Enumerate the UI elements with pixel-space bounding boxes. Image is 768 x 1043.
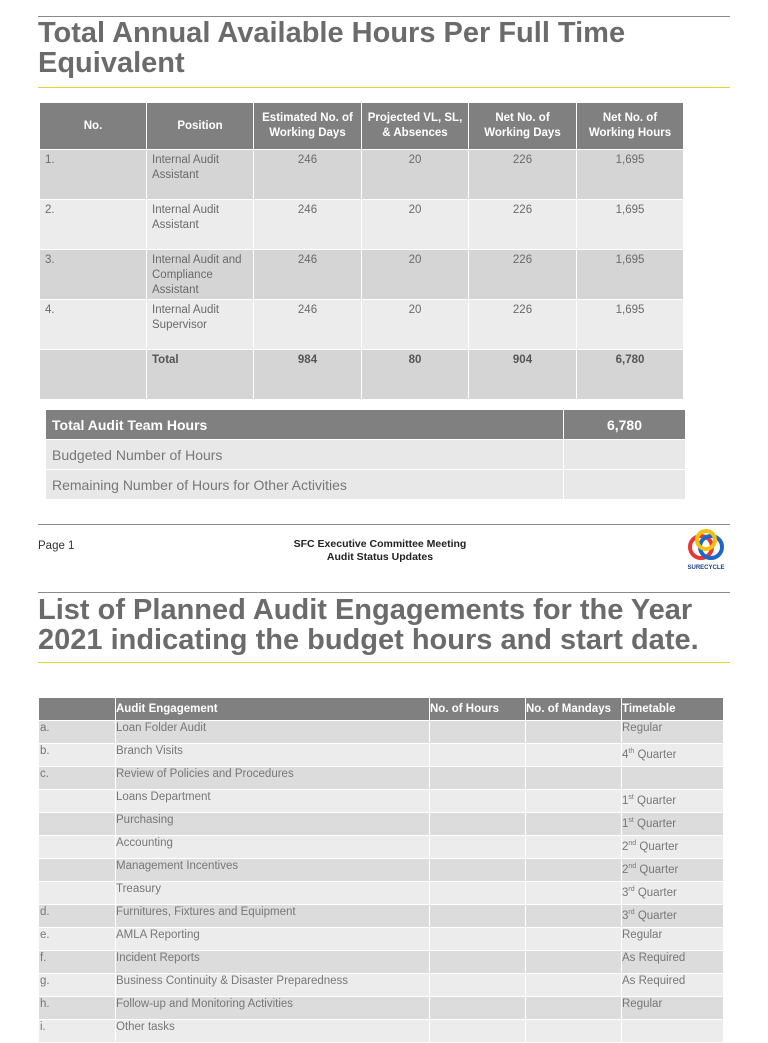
ordinal-suffix: th [628,748,635,755]
cell-timetable [622,882,724,905]
cell-engagement: Follow-up and Monitoring Activities [116,997,430,1020]
cell-engagement: Accounting [116,836,430,859]
cell-mandays [526,721,622,744]
cell-no: 2. [40,200,147,250]
section2-top-rule [38,592,730,593]
timetable-value: 3 [622,886,629,899]
cell-letter: i. [39,1020,116,1043]
table-row [40,300,684,350]
quarter-label: Quarter [634,886,677,899]
cell-engagement: Review of Policies and Procedures [116,767,430,790]
cell-letter [39,859,116,882]
cell-engagement: Furnitures, Fixtures and Equipment [116,905,430,928]
logo-ring-yellow [697,531,715,549]
ordinal-suffix: st [628,794,634,801]
quarter-label: Quarter [636,840,679,853]
footer-meeting-title [230,538,530,564]
table-row [40,200,684,250]
cell-letter [39,836,116,859]
cell-timetable [622,836,724,859]
cell-no [40,350,147,400]
table-row [39,882,724,905]
table-row [39,997,724,1020]
footer-rule [38,524,730,525]
cell-engagement: Treasury [116,882,430,905]
cell-hours [430,928,526,951]
cell-mandays [526,744,622,767]
col-header-net-days: Net No. of Working Days [469,103,577,150]
cell-mandays [526,813,622,836]
section-title-engagements: List of Planned Audit Engagements for the Year 2021 indicating the budget hours and start date. [38,594,699,656]
timetable-value: As Required [622,975,686,987]
footer-line-2: Audit Status Updates [326,551,434,563]
budgeted-hours-value [564,440,686,470]
team-hours-header [46,410,686,440]
quarter-label: Quarter [636,863,679,876]
cell-engagement: Loan Folder Audit [116,721,430,744]
cell-timetable [622,859,724,882]
cell-engagement: Branch Visits [116,744,430,767]
cell-position: Internal Audit Supervisor [147,300,254,350]
table-row [39,951,724,974]
cell-position: Internal Audit Assistant [147,150,254,200]
cell-mandays [526,928,622,951]
quarter-label: Quarter [634,748,677,761]
table-row [39,813,724,836]
table-row [39,767,724,790]
table-row [39,721,724,744]
timetable-value: 1 [622,794,629,807]
cell-hours [430,1020,526,1043]
col-header-letter [39,698,116,721]
table-row [40,250,684,300]
cell-total-absences: 80 [362,350,469,400]
cell-no: 3. [40,250,147,300]
cell-mandays [526,905,622,928]
ordinal-suffix: nd [628,863,637,870]
cell-timetable [622,997,724,1020]
cell-net-days: 226 [469,150,577,200]
cell-hours [430,813,526,836]
page-number: Page 1 [38,540,75,552]
cell-total-days: 984 [254,350,362,400]
table-row [39,744,724,767]
cell-absences: 20 [362,150,469,200]
cell-days: 246 [254,300,362,350]
timetable-value: Regular [622,998,663,1010]
table-row [40,150,684,200]
quarter-label: Quarter [634,909,677,922]
col-header-engagement: Audit Engagement [116,698,430,721]
cell-letter: e. [39,928,116,951]
cell-timetable [622,767,724,790]
cell-mandays [526,974,622,997]
col-header-absences: Projected VL, SL, & Absences [362,103,469,150]
cell-timetable [622,905,724,928]
cell-mandays [526,790,622,813]
cell-letter [39,813,116,836]
fte-table [39,102,684,400]
cell-absences: 20 [362,300,469,350]
cell-total-net-hours: 6,780 [577,350,684,400]
cell-timetable [622,813,724,836]
team-hours-label: Total Audit Team Hours [46,410,564,440]
table-row [39,790,724,813]
cell-position: Internal Audit and Compliance Assistant [147,250,254,300]
cell-timetable [622,1020,724,1043]
fte-header-row [40,103,684,150]
cell-timetable [622,790,724,813]
cell-absences: 20 [362,250,469,300]
team-hours-value: 6,780 [564,410,686,440]
timetable-value: As Required [622,952,686,964]
section-title-fte: Total Annual Available Hours Per Full Time Equivalent [38,17,626,79]
ordinal-suffix: rd [628,886,635,893]
ordinal-suffix: nd [628,840,637,847]
cell-hours [430,744,526,767]
cell-absences: 20 [362,200,469,250]
cell-letter: a. [39,721,116,744]
cell-hours [430,997,526,1020]
cell-hours [430,974,526,997]
col-header-hours: No. of Hours [430,698,526,721]
cell-engagement: Business Continuity & Disaster Preparedness [116,974,430,997]
col-header-net-hours: Net No. of Working Hours [577,103,684,150]
table-row [39,905,724,928]
cell-mandays [526,882,622,905]
cell-no: 1. [40,150,147,200]
cell-total-net-days: 904 [469,350,577,400]
cell-days: 246 [254,200,362,250]
engagements-table [38,697,724,1043]
table-row [39,1020,724,1043]
logo-wordmark: SURECYCLE [687,565,725,571]
cell-letter: f. [39,951,116,974]
cell-hours [430,836,526,859]
cell-timetable [622,744,724,767]
ordinal-suffix: st [628,817,634,824]
cell-total-label: Total [147,350,254,400]
cell-position: Internal Audit Assistant [147,200,254,250]
cell-mandays [526,767,622,790]
table-row [39,928,724,951]
timetable-value: 3 [622,909,629,922]
cell-letter: d. [39,905,116,928]
timetable-value: 2 [622,840,629,853]
cell-days: 246 [254,150,362,200]
cell-letter: g. [39,974,116,997]
cell-timetable [622,928,724,951]
cell-engagement: Management Incentives [116,859,430,882]
cell-letter: c. [39,767,116,790]
col-header-position: Position [147,103,254,150]
cell-net-days: 226 [469,300,577,350]
remaining-hours-value [564,470,686,500]
cell-hours [430,767,526,790]
cell-net-hours: 1,695 [577,200,684,250]
cell-engagement: AMLA Reporting [116,928,430,951]
cell-hours [430,721,526,744]
footer-line-1: SFC Executive Committee Meeting [293,538,467,550]
cell-net-hours: 1,695 [577,150,684,200]
cell-letter [39,882,116,905]
quarter-label: Quarter [633,794,677,807]
cell-engagement: Purchasing [116,813,430,836]
engagements-header-row [39,698,724,721]
timetable-value: Regular [622,722,663,734]
col-header-mandays: No. of Mandays [526,698,622,721]
cell-timetable [622,721,724,744]
cell-mandays [526,859,622,882]
cell-hours [430,882,526,905]
remaining-hours-label: Remaining Number of Hours for Other Activities [46,470,564,500]
cell-hours [430,859,526,882]
cell-days: 246 [254,250,362,300]
section2-title-underline [38,662,730,663]
table-row [39,859,724,882]
col-header-est-days: Estimated No. of Working Days [254,103,362,150]
cell-hours [430,790,526,813]
cell-engagement: Loans Department [116,790,430,813]
team-hours-table [45,409,686,500]
cell-engagement: Incident Reports [116,951,430,974]
cell-letter: h. [39,997,116,1020]
title-underline [38,87,730,88]
cell-net-days: 226 [469,250,577,300]
cell-letter [39,790,116,813]
cell-net-days: 226 [469,200,577,250]
timetable-value: Regular [622,929,663,941]
total-row [40,350,684,400]
col-header-timetable: Timetable [622,698,724,721]
surecycle-logo [683,528,729,572]
timetable-value: 4 [622,748,629,761]
col-header-no: No. [40,103,147,150]
ordinal-suffix: rd [628,909,635,916]
cell-engagement: Other tasks [116,1020,430,1043]
cell-no: 4. [40,300,147,350]
cell-timetable [622,951,724,974]
cell-timetable [622,974,724,997]
table-row [46,470,686,500]
cell-mandays [526,997,622,1020]
cell-net-hours: 1,695 [577,250,684,300]
cell-letter: b. [39,744,116,767]
timetable-value: 1 [622,817,629,830]
table-row [39,974,724,997]
cell-mandays [526,951,622,974]
quarter-label: Quarter [633,817,677,830]
timetable-value: 2 [622,863,629,876]
cell-hours [430,905,526,928]
table-row [39,836,724,859]
budgeted-hours-label: Budgeted Number of Hours [46,440,564,470]
cell-mandays [526,1020,622,1043]
cell-mandays [526,836,622,859]
table-row [46,440,686,470]
cell-net-hours: 1,695 [577,300,684,350]
cell-hours [430,951,526,974]
